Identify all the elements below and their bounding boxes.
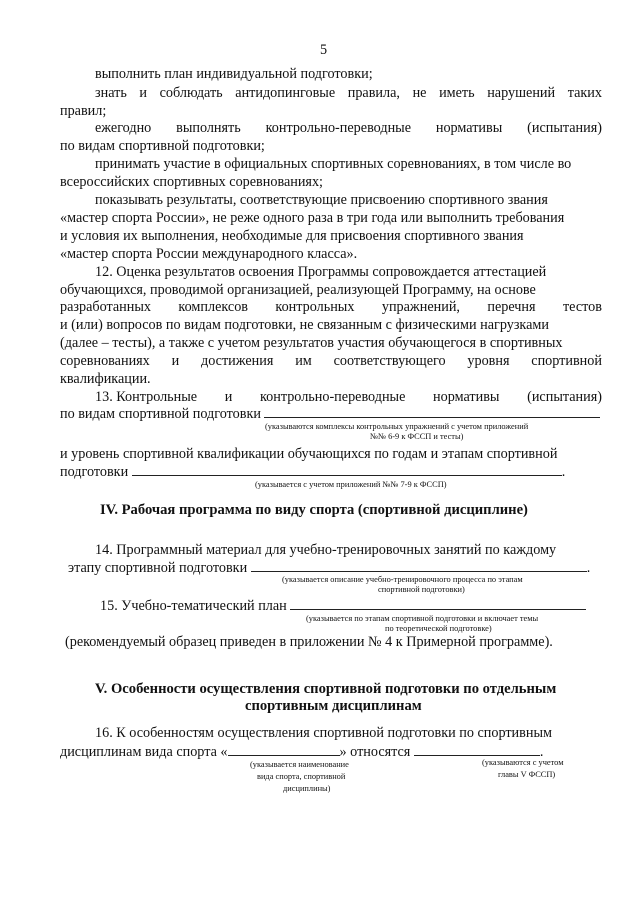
text-line: подготовки . [60, 464, 566, 480]
text-line: выполнить план индивидуальной подготовки; [95, 66, 373, 82]
footnote-caption: №№ 6-9 к ФССП и тесты) [370, 432, 464, 441]
footnote-caption: (указывается по этапам спортивной подготовки и включает темы [306, 614, 539, 623]
footnote-caption: по теоретической подготовке) [385, 624, 492, 633]
section-heading: спортивным дисциплинам [245, 698, 422, 714]
text-line: знать и соблюдать антидопинговые правила, не иметь нарушений таких [95, 85, 602, 101]
text-line: 14. Программный материал для учебно-тренировочных занятий по каждому [95, 542, 557, 558]
text-line: 12. Оценка результатов освоения Программы сопровождается аттестацией [95, 264, 547, 280]
section-heading: V. Особенности осуществления спортивной подготовки по отдельным [95, 681, 557, 697]
text-line: ежегодно выполнять контрольно-переводные нормативы (испытания) [95, 120, 602, 136]
fill-in-blank[interactable] [228, 744, 340, 756]
text-line: разработанных комплексов контрольных упражнений, перечня тестов [60, 299, 602, 315]
text-line: по видам спортивной подготовки; [60, 138, 265, 154]
text-line: этапу спортивной подготовки . [68, 560, 591, 576]
footnote-caption: (указываются с учетом [482, 758, 564, 767]
text-line: показывать результаты, соответствующие присвоению спортивного звания [95, 192, 548, 208]
text-line: и (или) вопросов по видам подготовки, не связанным с физическими нагрузками [60, 317, 549, 333]
text-line: принимать участие в официальных спортивных соревнованиях, в том числе во [95, 156, 572, 172]
fill-in-blank[interactable] [264, 406, 600, 418]
footnote-caption: (указывается описание учебно-тренировочного процесса по этапам [282, 575, 523, 584]
footnote-caption: дисциплины) [283, 784, 331, 793]
footnote-caption: (указываются комплексы контрольных упражнений с учетом приложений [265, 422, 529, 431]
text-line: квалификации. [60, 371, 151, 387]
text-line: всероссийских спортивных соревнованиях; [60, 174, 323, 190]
text-line: обучающихся, проводимой организацией, реализующей Программу, на основе [60, 282, 536, 298]
text-line: (рекомендуемый образец приведен в приложении № 4 к Примерной программе). [65, 634, 553, 650]
text-line: 13. Контрольные и контрольно-переводные нормативы (испытания) [95, 389, 602, 405]
text-line: и уровень спортивной квалификации обучающихся по годам и этапам спортивной [60, 446, 558, 462]
fill-in-blank[interactable] [132, 464, 562, 476]
fill-in-blank[interactable] [290, 598, 586, 610]
footnote-caption: спортивной подготовки) [378, 585, 465, 594]
text-line: (далее – тесты), а также с учетом результатов участия обучающегося в спортивных [60, 335, 563, 351]
fill-in-blank[interactable] [251, 560, 587, 572]
text-line: дисциплинам вида спорта « » относятся . [60, 744, 544, 760]
text-line: соревнованиях и достижения им соответствующего уровня спортивной [60, 353, 602, 369]
section-heading: IV. Рабочая программа по виду спорта (спортивной дисциплине) [100, 502, 528, 518]
text-line: 16. К особенностям осуществления спортивной подготовки по спортивным [95, 725, 552, 741]
text-line: правил; [60, 103, 107, 119]
text-line: и условия их выполнения, необходимые для присвоения спортивного звания [60, 228, 524, 244]
text-line: «мастер спорта России», не реже одного раза в три года или выполнить требования [60, 210, 565, 226]
footnote-caption: вида спорта, спортивной [257, 772, 346, 781]
footnote-caption: (указывается с учетом приложений №№ 7-9 к ФССП) [255, 480, 447, 489]
page-number: 5 [320, 42, 328, 58]
text-line: по видам спортивной подготовки [60, 406, 600, 422]
text-line: 15. Учебно-тематический план [100, 598, 586, 614]
text-line: «мастер спорта России международного класса». [60, 246, 358, 262]
footnote-caption: главы V ФССП) [498, 770, 556, 779]
footnote-caption: (указывается наименование [250, 760, 349, 769]
fill-in-blank[interactable] [414, 744, 540, 756]
